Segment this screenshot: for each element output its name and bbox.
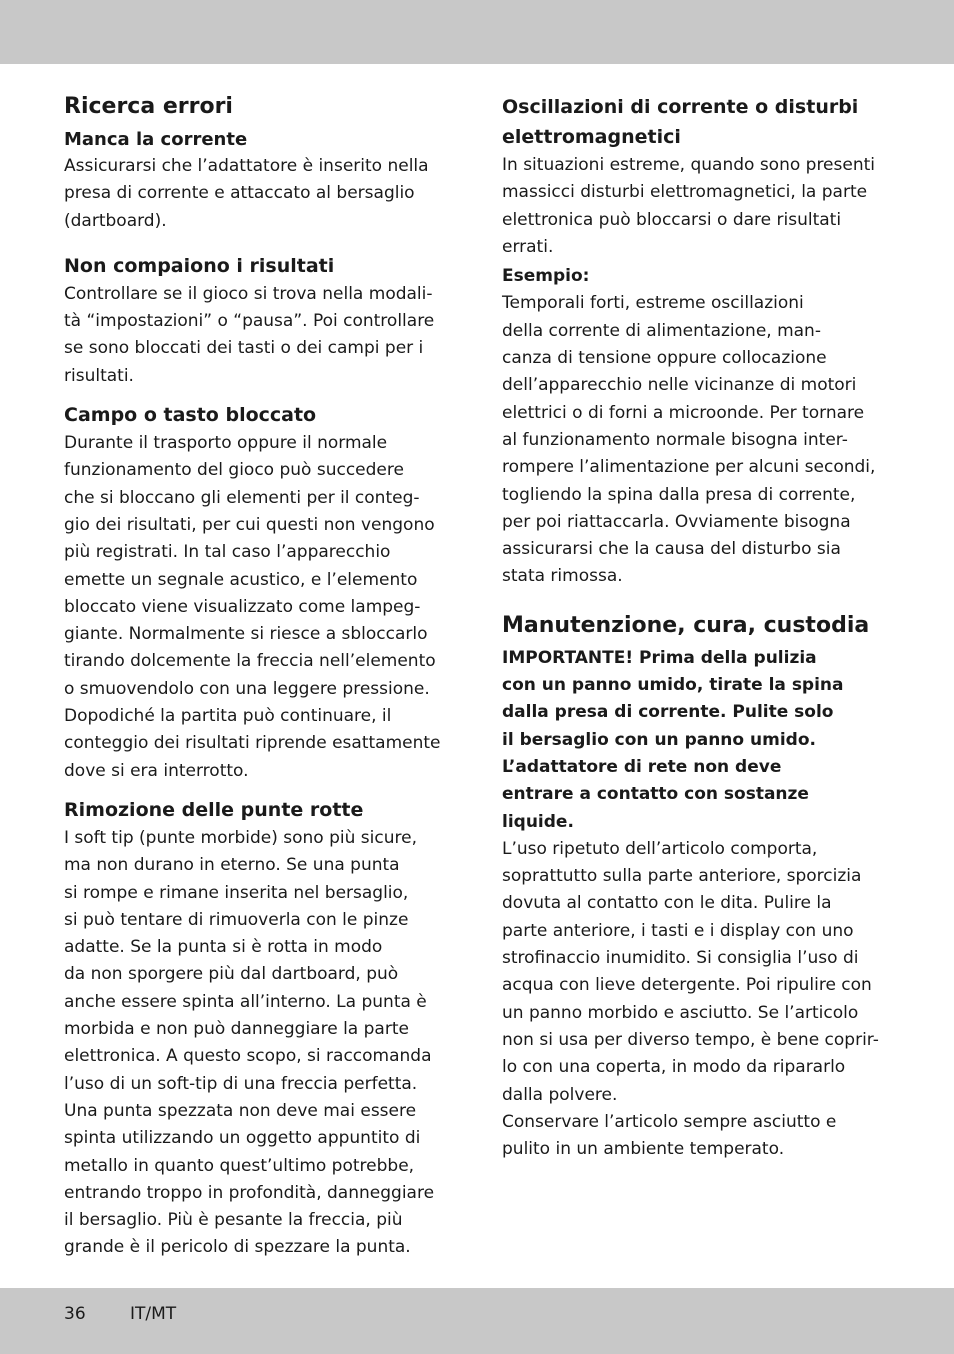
text-line: gio dei risultati, per cui questi non vengono [64, 514, 435, 535]
text-line: tà “impostazioni” o “pausa”. Poi controllare [64, 311, 435, 332]
text-line: bloccato viene visualizzato come lampeg- [64, 596, 421, 617]
text-line: dove si era interrotto. [64, 760, 249, 781]
important-line: con un panno umido, tirate la spina [502, 675, 844, 696]
text-line: spinta utilizzando un oggetto appuntito di [64, 1128, 421, 1149]
text-line: strofinaccio inumidito. Si consiglia l’uso di [502, 948, 859, 969]
text-line: canza di tensione oppure collocazione [502, 348, 827, 369]
important-line: dalla presa di corrente. Pulite solo [502, 702, 834, 723]
text-line: da non sporgere più dal dartboard, può [64, 964, 399, 985]
text-line: Controllare se il gioco si trova nella modali- [64, 283, 433, 304]
text-line: se sono bloccati dei tasti o dei campi per i [64, 338, 424, 359]
text-line: giante. Normalmente si riesce a sbloccarlo [64, 624, 428, 645]
section-broken-tips [64, 795, 454, 1262]
text-line: più registrati. In tal caso l’apparecchio [64, 542, 391, 563]
text-line: I soft tip (punte morbide) sono più sicure, [64, 827, 417, 848]
text-line: grande è il pericolo di spezzare la punta. [64, 1237, 411, 1258]
text-line: L’uso ripetuto dell’articolo comporta, [502, 838, 818, 859]
section-no-results [64, 251, 454, 390]
text-line: elettronica può bloccarsi o dare risultati [502, 209, 842, 230]
text-line: assicurarsi che la causa del disturbo sia [502, 539, 841, 560]
no-results-heading: Non compaiono i risultati [64, 254, 335, 277]
text-line: ma non durano in eterno. Se una punta [64, 855, 400, 876]
text-line: Assicurarsi che l’adattatore è inserito nella [64, 156, 429, 176]
text-line: Dopodiché la partita può continuare, il [64, 706, 392, 727]
section-interference [502, 92, 894, 591]
text-line: emette un segnale acustico, e l’elemento [64, 569, 418, 590]
right-column [502, 92, 894, 1163]
text-line: parte anteriore, i tasti e i display con uno [502, 920, 854, 941]
example-label: Esempio: [502, 266, 590, 287]
section-maintenance [502, 611, 894, 1164]
section-no-power [64, 126, 454, 235]
troubleshooting-title: Ricerca errori [64, 94, 233, 119]
text-line: tirando dolcemente la freccia nell’elemento [64, 651, 436, 672]
text-line: In situazioni estreme, quando sono presenti [502, 155, 875, 175]
text-line: presa di corrente e attaccato al bersaglio [64, 183, 415, 204]
text-line: (dartboard). [64, 210, 167, 231]
broken-tips-heading: Rimozione delle punte rotte [64, 798, 364, 821]
text-line: lo con una coperta, in modo da ripararlo [502, 1057, 846, 1078]
text-line: si rompe e rimane inserita nel bersaglio, [64, 882, 409, 903]
important-line: entrare a contatto con sostanze [502, 784, 809, 805]
text-line: soprattutto sulla parte anteriore, sporcizia [502, 866, 862, 887]
text-line: non si usa per diverso tempo, è bene coprir- [502, 1029, 879, 1050]
text-line: al funzionamento normale bisogna inter- [502, 429, 848, 450]
text-line: morbida e non può danneggiare la parte [64, 1019, 409, 1040]
text-line: acqua con lieve detergente. Poi ripulire con [502, 975, 872, 996]
important-line: liquide. [502, 811, 574, 832]
text-line: Durante il trasporto oppure il normale [64, 433, 388, 454]
text-line: conteggio dei risultati riprende esattamente [64, 733, 441, 754]
text-line: rompere l’alimentazione per alcuni secondi, [502, 457, 876, 478]
text-line: anche essere spinta all’interno. La punta è [64, 991, 427, 1012]
text-line: stata rimossa. [502, 566, 623, 587]
text-line: pulito in un ambiente temperato. [502, 1139, 785, 1160]
text-line: un panno morbido e asciutto. Se l’articolo [502, 1002, 859, 1023]
important-line: L’adattatore di rete non deve [502, 756, 782, 777]
left-column [64, 92, 454, 1262]
interference-heading-line: Oscillazioni di corrente o disturbi [502, 96, 859, 118]
text-line: errati. [502, 236, 554, 257]
text-line: elettrici o di forni a microonde. Per tornare [502, 402, 865, 423]
text-line: togliendo la spina dalla presa di corrente, [502, 484, 856, 505]
text-line: adatte. Se la punta si è rotta in modo [64, 937, 383, 958]
interference-heading-line: elettromagnetici [502, 126, 681, 148]
text-line: che si bloccano gli elementi per il conteg- [64, 487, 420, 508]
text-line: per poi riattaccarla. Ovviamente bisogna [502, 511, 851, 532]
text-line: dovuta al contatto con le dita. Pulire la [502, 893, 832, 914]
text-line: risultati. [64, 365, 134, 386]
text-line: della corrente di alimentazione, man- [502, 320, 821, 341]
text-line: il bersaglio. Più è pesante la freccia, più [64, 1210, 403, 1231]
important-line: il bersaglio con un panno umido. [502, 729, 816, 750]
blocked-field-heading: Campo o tasto bloccato [64, 404, 317, 427]
text-line: Temporali forti, estreme oscillazioni [502, 293, 804, 314]
text-line: funzionamento del gioco può succedere [64, 460, 404, 481]
no-power-heading: Manca la corrente [64, 129, 248, 150]
language-code: IT/MT [130, 1304, 177, 1324]
text-line: dell’apparecchio nelle vicinanze di motori [502, 375, 857, 396]
header-band [0, 0, 954, 64]
text-line: si può tentare di rimuoverla con le pinze [64, 909, 409, 930]
text-line: dalla polvere. [502, 1084, 618, 1105]
text-line: Conservare l’articolo sempre asciutto e [502, 1111, 837, 1132]
text-line: metallo in quanto quest’ultimo potrebbe, [64, 1155, 415, 1176]
text-line: Una punta spezzata non deve mai essere [64, 1100, 417, 1121]
text-line: l’uso di un soft-tip di una freccia perfetta. [64, 1073, 418, 1094]
text-line: entrando troppo in profondità, danneggiare [64, 1182, 435, 1203]
text-line: massicci disturbi elettromagnetici, la parte [502, 182, 868, 203]
page-number: 36 [64, 1304, 86, 1324]
maintenance-title: Manutenzione, cura, custodia [502, 612, 870, 638]
text-line: elettronica. A questo scopo, si raccomanda [64, 1046, 432, 1067]
important-line: IMPORTANTE! Prima della pulizia [502, 647, 817, 668]
text-line: o smuovendolo con una leggere pressione. [64, 678, 430, 699]
section-blocked-field [64, 400, 454, 785]
